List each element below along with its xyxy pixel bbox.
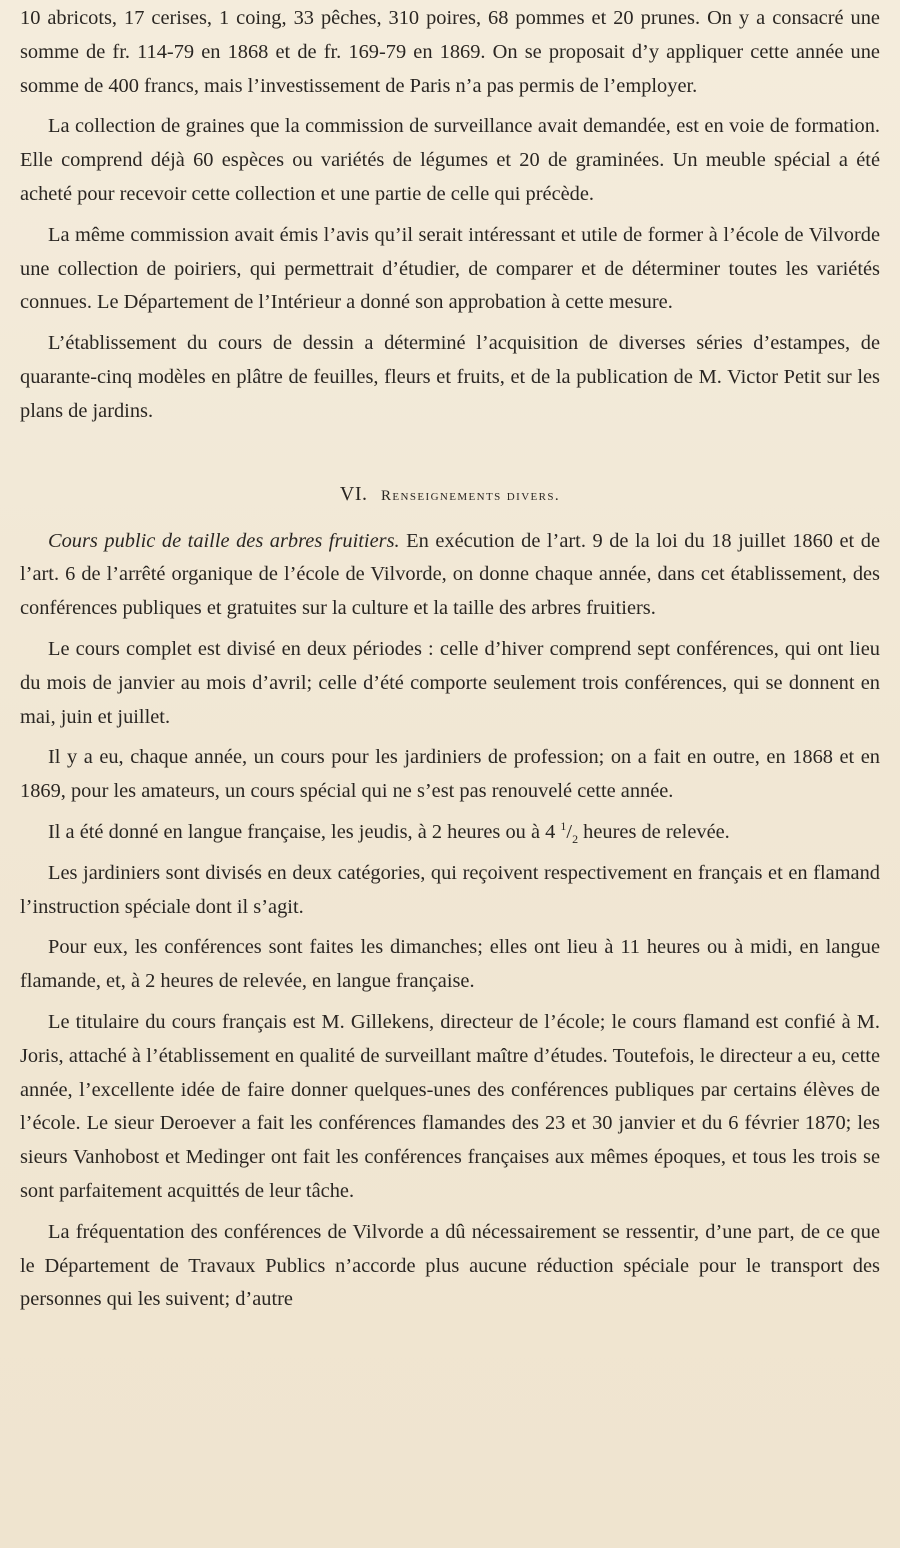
paragraph-pear-collection: La même commission avait émis l’avis qu’il serait intéressant et utile de former à l’école de Vilvorde une collection de poiriers, qui permettrait d’étudier, de comparer et de déterminer toutes les variétés connues. Le Département de l’Intérieur a donné son approbation à cette mesure. [20, 223, 880, 314]
paragraph-professional-course: Il y a eu, chaque année, un cours pour les jardiniers de profession; on a fait en outre, en 1868 et en 1869, pour les amateurs, un cours spécial qui ne s’est pas renouvelé cette année. [20, 746, 880, 803]
fraction-denominator: 2 [572, 832, 579, 847]
paragraph-sunday-conferences: Pour eux, les conférences sont faites les dimanches; elles ont lieu à 11 heures ou à midi, en langue flamande, et, à 2 heures de relevée, en langue française. [20, 936, 880, 993]
paragraph-french-language-course: Il a été donné en langue française, les jeudis, à 2 heures ou à 4 $^1/_2$ heures de relevée. [48, 819, 730, 847]
french-course-text-start: Il a été donné en langue française, les jeudis, à 2 heures ou à 4 [48, 820, 561, 843]
paragraph-public-course-title: Cours public de taille des arbres fruitiers. [48, 529, 400, 552]
paragraph-drawing-course: L’établissement du cours de dessin a déterminé l’acquisition de diverses séries d’estampes, de quarante-cinq modèles en plâtre de feuilles, fleurs et fruits, et de la publication de M. Victor Petit sur les plans de jardins. [20, 332, 880, 422]
paragraph-seed-collection: La collection de graines que la commission de surveillance avait demandée, est en voie de formation. Elle comprend déjà 60 espèces ou variétés de légumes et 20 de graminées. Un meuble spécial a été acheté pour recevoir cette collection et une partie de celle qui précède. [20, 115, 880, 205]
paragraph-public-course [20, 525, 880, 626]
paragraph-course-instructors: Le titulaire du cours français est M. Gillekens, directeur de l’école; le cours flamand est confié à M. Joris, attaché à l’établissement en qualité de surveillant maître d’études. Toutefois, le directeur a eu, cette année, l’excellente idée de faire donner quelques-unes des conférences publiques par certains élèves de l’école. Le sieur Deroever a fait les conférences flamandes des 23 et 30 janvier et du 6 février 1870; les sieurs Vanhobost et Medinger ont fait les conférences françaises aux mêmes époques, et tous les trois se sont parfaitement acquittés de leur tâche. [20, 1010, 880, 1202]
paragraph-public-course-body: En exécution de l’art. 9 de la loi du 18 juillet 1860 et de l’art. 6 de l’arrêté organique de l’école de Vilvorde, on donne chaque année, dans cet établissement, des conférences publiques et gratuites sur la culture et la taille des arbres fruitiers. [20, 529, 880, 620]
paragraph-attendance: La fréquentation des conférences de Vilvorde a dû nécessairement se ressentir, d’une part, de ce que le Département de Travaux Publics n’accorde plus aucune réduction spéciale pour le transport des personnes qui les suivent; d’autre [20, 1220, 880, 1311]
section-number: VI. [339, 482, 368, 505]
section-heading [20, 477, 880, 513]
paragraph-gardener-categories: Les jardiniers sont divisés en deux catégories, qui reçoivent respectivement en français et en flamand l’instruction spéciale dont il s’agit. [20, 861, 880, 918]
paragraph-fruit-trees-budget: 10 abricots, 17 cerises, 1 coing, 33 pêches, 310 poires, 68 pommes et 20 prunes. On y a consacré une somme de fr. 114-79 en 1868 et de fr. 169-79 en 1869. On se proposait d’y appliquer cette année une somme de 400 francs, mais l’investissement de Paris n’a pas permis de l’employer. [20, 7, 880, 97]
section-title: Renseignements divers. [381, 487, 561, 504]
french-course-text-end: heures de relevée. [578, 820, 730, 843]
paragraph-course-periods: Le cours complet est divisé en deux périodes : celle d’hiver comprend sept conférences, qui ont lieu du mois de janvier au mois d’avril; celle d’été comporte seulement trois conférences, qui se donnent en mai, juin et juillet. [20, 637, 880, 728]
fraction-numerator: 1 [560, 819, 567, 834]
